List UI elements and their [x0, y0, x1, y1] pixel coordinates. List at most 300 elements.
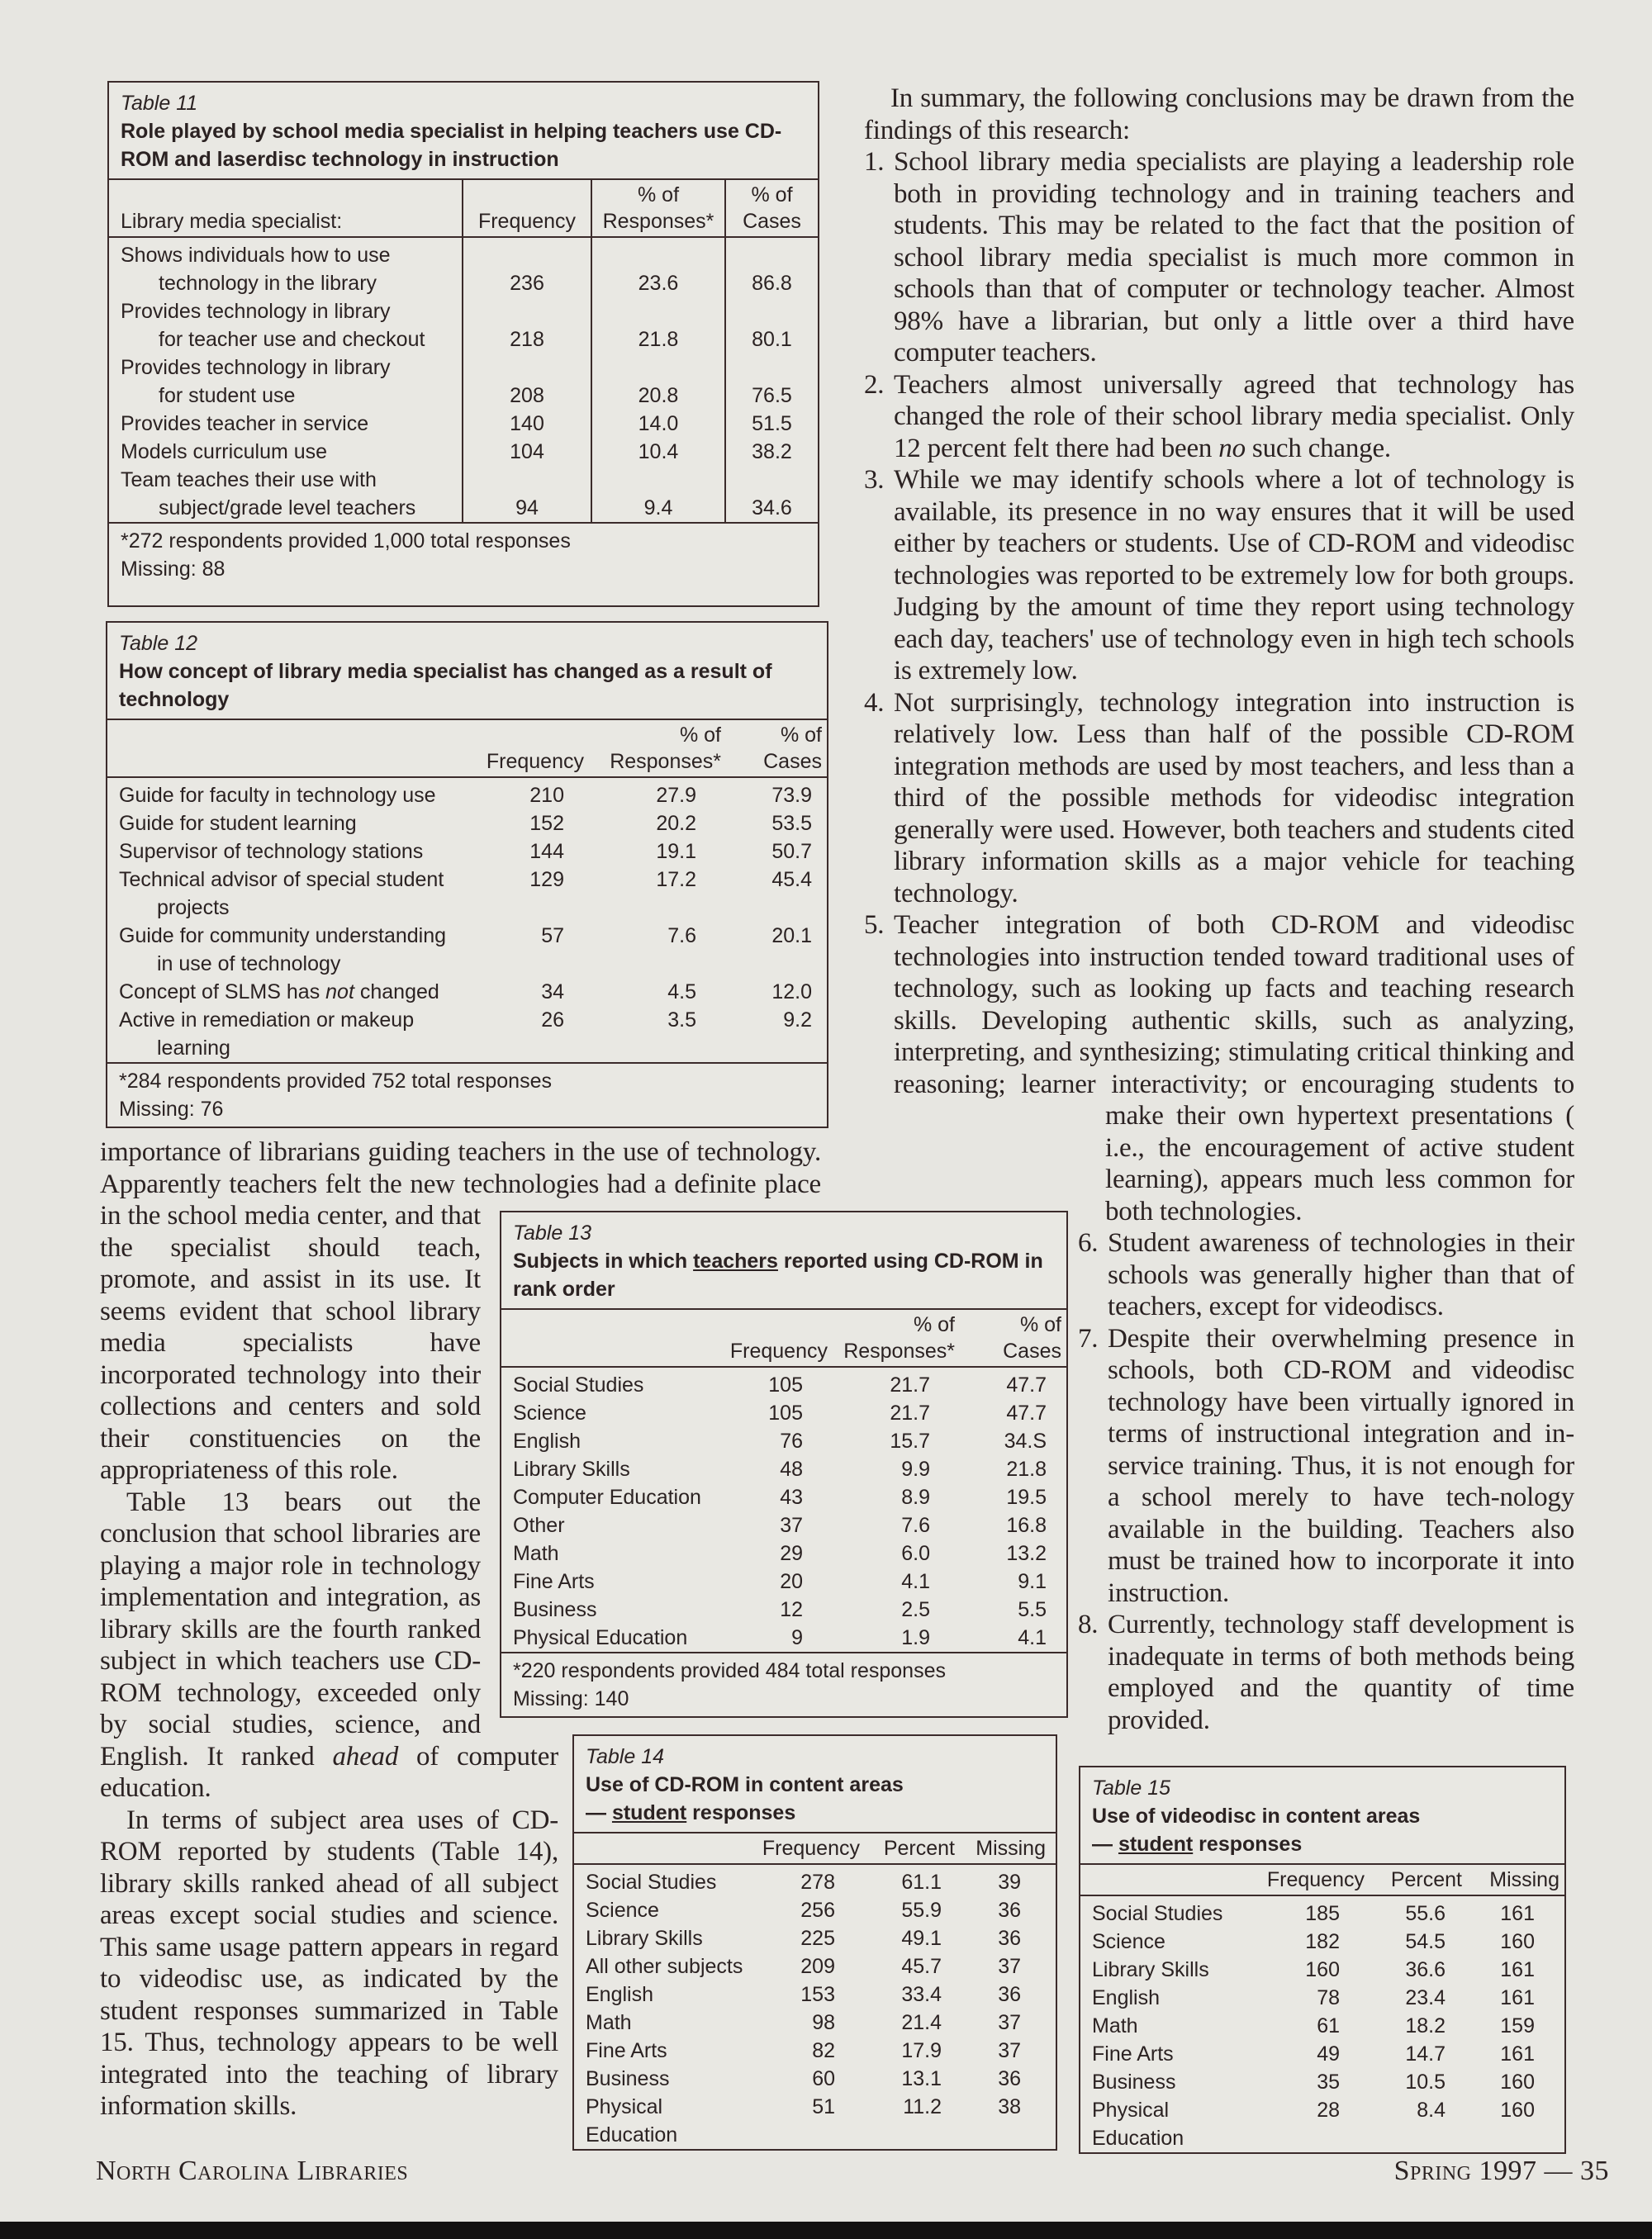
row-label [1080, 2040, 1256, 2068]
row-label-line: for student use [159, 384, 296, 407]
cell-value: 208 [463, 353, 591, 410]
cell-value: 28 [1317, 2099, 1340, 2122]
item-number: 8. [1078, 1610, 1099, 1639]
row-label [107, 837, 483, 866]
cell-value: 98 [812, 2011, 835, 2034]
row-label [109, 438, 463, 466]
conclusion-item [864, 464, 1574, 687]
table-row [1080, 2040, 1564, 2068]
item-text: Despite their overwhelming presence in schools, both CD-ROM and videodisc technology have been virtually ignored in terms of instructional integration and in-service training. Thus, it is not enough for a school merely to have tech-nology available in the building. Teachers also must be trained how to incorporate it into instruction. [1108, 1323, 1574, 1608]
cell-value: 182 [1305, 1930, 1340, 1953]
footnote-line: Missing: 76 [119, 1098, 224, 1121]
row-label [107, 922, 483, 978]
row-label-line: Library Skills [1092, 1958, 1209, 1981]
cell-value: 3.5 [667, 1008, 696, 1032]
row-label [107, 809, 483, 837]
table-row [1080, 1895, 1564, 1928]
cell-value: 185 [1305, 1902, 1340, 1925]
row-label [109, 237, 463, 297]
left-body-text [100, 1136, 821, 2201]
table-row [109, 466, 818, 522]
text: of computer education. [100, 1741, 558, 1803]
cell-value: 159 [1500, 2014, 1535, 2037]
column-header: % of Cases [725, 180, 818, 237]
cell-value: 49.1 [901, 1927, 942, 1950]
row-label-line: Guide for student learning [119, 812, 357, 835]
data-table [107, 720, 827, 1062]
cell-value: 225 [800, 1927, 835, 1950]
table-row [107, 777, 827, 809]
cell-value: 14.7 [1405, 2042, 1446, 2066]
cell-value: 140 [463, 410, 591, 438]
item-number: 3. [864, 465, 885, 495]
conclusion-item [1078, 1609, 1574, 1736]
scan-edge [0, 2222, 1652, 2239]
cell-value: 51.5 [725, 410, 818, 438]
cell-value: 278 [800, 1871, 835, 1894]
cell-value: 17.9 [901, 2039, 942, 2062]
column-header: Missing [1489, 1868, 1559, 1891]
cell-value: 160 [1500, 2099, 1535, 2122]
row-label [1080, 2096, 1256, 2152]
title-text: How concept of library media specialist has changed as a result of technology [119, 660, 772, 711]
item-number: 7. [1078, 1323, 1099, 1354]
table-number: Table 15 [1092, 1776, 1170, 1800]
item-number: 4. [864, 687, 885, 718]
cell-value: 61.1 [901, 1871, 942, 1894]
cell-value: 49 [1317, 2042, 1340, 2066]
underlined-word: teachers [693, 1250, 778, 1273]
cell-value: 78 [1317, 1986, 1340, 2009]
cell-value: 38.2 [725, 438, 818, 466]
cell-value: 210 [529, 784, 564, 807]
row-label-line: projects [157, 896, 230, 919]
cell-value: 76.5 [725, 353, 818, 410]
cell-value: 20.8 [591, 353, 725, 410]
column-header: Missing [976, 1837, 1046, 1860]
cell-value: 29 [780, 1542, 803, 1565]
item-text: such change. [1245, 433, 1391, 463]
row-label-line: Physical Education [586, 2095, 678, 2146]
cell-value: 16.8 [1006, 1514, 1047, 1537]
cell-value: 20 [780, 1570, 803, 1593]
cell-value: 36 [998, 1899, 1021, 1922]
item-text: Currently, technology staff development is inadequate in terms of both methods being employed and the quantity of time provided. [1108, 1610, 1574, 1735]
table-row [1080, 2068, 1564, 2096]
cell-value: 10.4 [591, 438, 725, 466]
text: Table 13 bears out the conclusion that school libraries are playing a major role in technology implementation and integration, as library skills are the fourth ranked subject in which teachers use CD-ROM technology, exceeded only by social studies, science, and English. It ranked [100, 1487, 481, 1772]
cell-value: 38 [998, 2095, 1021, 2118]
row-label-line: Active in remediation or makeup [119, 1008, 415, 1032]
row-label-line: Social Studies [1092, 1902, 1223, 1925]
header-row [109, 180, 818, 237]
cell-value: 9.2 [783, 1008, 812, 1032]
cell-value: 27.9 [656, 784, 696, 807]
cell-value: 9 [791, 1626, 803, 1649]
cell-value: 23.4 [1405, 1986, 1446, 2009]
row-label-line: English [513, 1430, 581, 1453]
footnote-line: *272 respondents provided 1,000 total responses [121, 529, 571, 553]
title-text: Subjects in which [513, 1250, 694, 1273]
column-header: Percent [1390, 1868, 1462, 1891]
table-row [107, 978, 827, 1006]
row-label-line: Fine Arts [1092, 2042, 1174, 2066]
cell-value: 9.9 [901, 1458, 930, 1481]
cell-value: 53.5 [771, 812, 812, 835]
cell-value: 11.2 [903, 2095, 942, 2118]
header-row [1080, 1865, 1564, 1895]
item-text: Not surprisingly, technology integration into instruction is relatively low. Less than half of the possible CD-ROM integration methods are used by most teachers, and less than a third of the possible methods for videodisc integration generally were used. However, both teachers and students cited library information skills as a major vehicle for teaching technology. [894, 687, 1574, 908]
cell-value: 43 [780, 1486, 803, 1509]
cell-value: 94 [463, 466, 591, 522]
title-text: responses [686, 1801, 796, 1824]
row-label [1080, 1895, 1256, 1928]
cell-value: 13.1 [901, 2067, 942, 2090]
cell-value: 36 [998, 2067, 1021, 2090]
table-row [107, 809, 827, 837]
row-label-line: Physical Education [1092, 2099, 1184, 2150]
cell-value: 256 [800, 1899, 835, 1922]
label-text: changed [354, 980, 439, 1003]
cell-value: 21.7 [890, 1402, 930, 1425]
table-row [1080, 1928, 1564, 1956]
row-label [1080, 1984, 1256, 2012]
cell-value: 82 [812, 2039, 835, 2062]
table-15 [1079, 1766, 1566, 2154]
column-header: % of Responses* [610, 723, 721, 773]
title-text: responses [1193, 1833, 1303, 1856]
cell-value: 13.2 [1006, 1542, 1047, 1565]
cell-value: 47.7 [1006, 1373, 1047, 1397]
row-label-line: Fine Arts [513, 1570, 595, 1593]
cell-value: 8.9 [901, 1486, 930, 1509]
cell-value: 61 [1317, 2014, 1340, 2037]
cell-value: 12 [780, 1598, 803, 1621]
item-number: 2. [864, 369, 885, 400]
row-label-line: Physical Education [513, 1626, 688, 1649]
cell-value: 15.7 [890, 1430, 930, 1453]
cell-value: 47.7 [1006, 1402, 1047, 1425]
column-header: Frequency [729, 1340, 828, 1363]
cell-value: 35 [1317, 2071, 1340, 2094]
row-label-line: learning [157, 1036, 230, 1060]
cell-value: 161 [1500, 1986, 1535, 2009]
row-label-line: Social Studies [513, 1373, 644, 1397]
row-label-line: Guide for faculty in technology use [119, 784, 436, 807]
conclusion-item [1078, 1323, 1574, 1610]
cell-value: 37 [780, 1514, 803, 1537]
cell-value: 21.8 [591, 297, 725, 353]
table-row [109, 353, 818, 410]
cell-value: 18.2 [1405, 2014, 1446, 2037]
cell-value: 218 [463, 297, 591, 353]
column-header: Frequency [486, 750, 584, 773]
cell-value: 19.1 [656, 840, 696, 863]
table-row [109, 410, 818, 438]
cell-value: 10.5 [1405, 2071, 1446, 2094]
row-label-line: Business [513, 1598, 597, 1621]
table-row [107, 1006, 827, 1062]
table-row [109, 237, 818, 297]
row-label [109, 353, 463, 410]
row-label-line: Technical advisor of special student [119, 868, 444, 891]
row-label-line: Guide for community understanding [119, 924, 447, 947]
emphasis: ahead [332, 1741, 399, 1772]
row-label-line [119, 978, 483, 1006]
title-text: Use of videodisc in content areas — [1092, 1805, 1421, 1856]
emphasis: no [1218, 433, 1246, 463]
cell-value: 20.1 [771, 924, 812, 947]
cell-value: 104 [463, 438, 591, 466]
cell-value: 105 [768, 1402, 803, 1425]
cell-value: 7.6 [667, 924, 696, 947]
cell-value: 12.0 [771, 980, 812, 1003]
cell-value: 23.6 [591, 237, 725, 297]
cell-value: 57 [541, 924, 564, 947]
table-title [1092, 1802, 1553, 1858]
cell-value: 55.6 [1405, 1902, 1446, 1925]
column-header: Frequency [762, 1837, 860, 1860]
cell-value: 153 [800, 1983, 835, 2006]
underlined-word: student [1118, 1833, 1194, 1856]
table-number: Table 11 [121, 92, 198, 115]
row-label [107, 1006, 483, 1062]
data-table [1080, 1865, 1564, 2152]
cell-value: 86.8 [725, 237, 818, 297]
row-label-line: Supervisor of technology stations [119, 840, 424, 863]
row-label-line: Fine Arts [586, 2039, 667, 2062]
conclusion-item [864, 909, 1574, 1227]
table-row [109, 438, 818, 466]
cell-value: 236 [463, 237, 591, 297]
table-12 [106, 621, 828, 1128]
item-number: 5. [864, 910, 885, 940]
table-number: Table 12 [119, 632, 197, 655]
table-number: Table 13 [513, 1221, 591, 1245]
row-label-line: Science [513, 1402, 586, 1425]
cell-value: 20.2 [656, 812, 696, 835]
row-label-line: Other [513, 1514, 565, 1537]
row-label-line: Provides technology in library [121, 356, 391, 379]
cell-value: 39 [998, 1871, 1021, 1894]
column-header: Percent [883, 1837, 955, 1860]
table-title [119, 657, 815, 714]
column-header: % of Responses* [591, 180, 725, 237]
column-header [107, 720, 483, 777]
column-header [1080, 1865, 1256, 1895]
conclusion-item [864, 369, 1574, 465]
cell-value: 36 [998, 1983, 1021, 2006]
table-row [1080, 2012, 1564, 2040]
item-text: Student awareness of technologies in their schools was generally higher than that of teachers, except for videodiscs. [1108, 1228, 1574, 1321]
row-label-line: English [1092, 1986, 1160, 2009]
row-label [1080, 1956, 1256, 1984]
footnote-line: *220 respondents provided 484 total responses [513, 1659, 946, 1682]
cell-value: 36 [998, 1927, 1021, 1950]
table-footnote [109, 522, 818, 586]
data-table [109, 180, 818, 522]
cell-value: 36.6 [1405, 1958, 1446, 1981]
cell-value: 160 [1500, 2071, 1535, 2094]
item-number: 1. [864, 147, 885, 177]
row-label-line: Computer Education [513, 1486, 701, 1509]
column-header: % of Cases [763, 723, 822, 773]
row-label-line: Math [513, 1542, 559, 1565]
row-label-line: Social Studies [586, 1871, 717, 1894]
cell-value: 54.5 [1405, 1930, 1446, 1953]
table-footnote [107, 1062, 827, 1127]
label-text: Concept of SLMS has [119, 980, 326, 1003]
cell-value: 209 [800, 1955, 835, 1978]
table-number: Table 14 [586, 1745, 664, 1768]
table-row [1080, 1956, 1564, 1984]
cell-value: 4.1 [901, 1570, 930, 1593]
table-row [109, 297, 818, 353]
title-text: Use of CD-ROM in content areas — [586, 1773, 904, 1824]
cell-value: 105 [768, 1373, 803, 1397]
row-label-line: Math [1092, 2014, 1138, 2037]
row-label-line: Library Skills [513, 1458, 630, 1481]
row-label-line: Math [586, 2011, 632, 2034]
paragraph: In terms of subject area uses of CD-ROM reported by students (Table 14), library skills ranked ahead of all subject areas except social studies and science. This same usage pattern appears in regard to videodisc use, as indicated by the student responses summarized in Table 15. Thus, technology appears to be well integrated into the teaching of library information skills. [100, 1805, 558, 2121]
row-label [109, 466, 463, 522]
conclusion-item [864, 687, 1574, 910]
cell-value: 37 [998, 2011, 1021, 2034]
column-header: % of Responses* [843, 1313, 955, 1363]
cell-value: 21.7 [890, 1373, 930, 1397]
emphasis: not [325, 980, 354, 1003]
cell-value: 161 [1500, 2042, 1535, 2066]
table-row [107, 922, 827, 978]
cell-value: 34.S [1004, 1430, 1047, 1453]
item-text: Teachers almost universally agreed that technology has changed the role of their school library media specialist. Only 12 percent felt there had been [894, 369, 1574, 463]
cell-value: 60 [812, 2067, 835, 2090]
row-label [1080, 2012, 1256, 2040]
cell-value: 7.6 [901, 1514, 930, 1537]
footnote-line: *284 respondents provided 752 total responses [119, 1070, 552, 1093]
row-label [1080, 2068, 1256, 2096]
paragraph: importance of librarians guiding teachers in the use of technology. Apparently teachers felt the new technologies had a definite place in the school media center, and that the specialist should teach, promote, and assist in its use. It seems evident that school library media specialists have incorporated technology into their collections and centers and sold their constituencies on the appropriateness of this role. [100, 1137, 821, 1485]
conclusions-text [864, 83, 1574, 1776]
item-text: School library media specialists are playing a leadership role both in providing technology and in training teachers and students. This may be related to the fact that the position of school library media specialist is much more common in schools than that of computer or technology teacher. Almost 98% have a librarian, but only a little over a third have computer teachers. [894, 147, 1574, 368]
cell-value: 161 [1500, 1902, 1535, 1925]
cell-value: 4.5 [667, 980, 696, 1003]
cell-value: 17.2 [656, 868, 696, 891]
row-label [107, 777, 483, 809]
row-label-line: Provides teacher in service [121, 412, 369, 435]
row-label-line: Provides technology in library [121, 300, 391, 323]
cell-value: 76 [780, 1430, 803, 1453]
cell-value: 6.0 [901, 1542, 930, 1565]
column-header: Library media specialist: [121, 210, 343, 233]
cell-value: 129 [529, 868, 564, 891]
row-label [107, 978, 483, 1006]
row-label-line: for teacher use and checkout [159, 328, 425, 351]
row-label-line: Science [586, 1899, 659, 1922]
footnote-line: Missing: 140 [513, 1687, 629, 1710]
item-text: While we may identify schools where a lot of technology is available, its presence in no way ensures that it will be used either by teachers or students. Use of CD-ROM and videodisc technologies was reported to be extremely low for both groups. Judging by the amount of time they report using technology each day, teachers' use of technology even in high tech schools is extremely low. [894, 465, 1574, 685]
cell-value: 5.5 [1018, 1598, 1047, 1621]
row-label-line: Business [1092, 2071, 1176, 2094]
cell-value: 26 [541, 1008, 564, 1032]
cell-value: 152 [529, 812, 564, 835]
cell-value: 80.1 [725, 297, 818, 353]
cell-value: 34.6 [725, 466, 818, 522]
cell-value: 37 [998, 1955, 1021, 1978]
cell-value: 2.5 [901, 1598, 930, 1621]
table-title [121, 117, 806, 173]
cell-value: 160 [1305, 1958, 1340, 1981]
row-label-line: Shows individuals how to use [121, 244, 391, 267]
table-row [1080, 2096, 1564, 2152]
cell-value: 160 [1500, 1930, 1535, 1953]
table-row [107, 837, 827, 866]
table-caption [107, 623, 827, 720]
cell-value: 51 [812, 2095, 835, 2118]
row-label-line: Team teaches their use with [121, 468, 377, 491]
cell-value: 48 [780, 1458, 803, 1481]
row-label-line: All other subjects [586, 1955, 743, 1978]
column-header: Frequency [1266, 1868, 1365, 1891]
row-label-line: English [586, 1983, 653, 2006]
table-row [107, 866, 827, 922]
row-label-line: Business [586, 2067, 670, 2090]
column-header: % of Cases [1003, 1313, 1061, 1363]
header-row [107, 720, 827, 777]
row-label [109, 410, 463, 438]
underlined-word: student [611, 1801, 687, 1824]
cell-value: 34 [541, 980, 564, 1003]
cell-value: 1.9 [901, 1626, 930, 1649]
cell-value: 161 [1500, 1958, 1535, 1981]
title-text: Role played by school media specialist in helping teachers use CD-ROM and laserdisc technology in instruction [121, 120, 782, 171]
cell-value: 9.1 [1018, 1570, 1047, 1593]
conclusion-item [1078, 1227, 1574, 1323]
table-caption [109, 83, 818, 180]
summary-intro: In summary, the following conclusions may be drawn from the findings of this research: [864, 83, 1574, 145]
cell-value: 45.7 [901, 1955, 942, 1978]
cell-value: 50.7 [771, 840, 812, 863]
publication-name: North Carolina Libraries [96, 2156, 409, 2186]
cell-value: 21.4 [901, 2011, 942, 2034]
title-text: reported using CD-ROM in rank order [513, 1250, 1043, 1301]
cell-value: 73.9 [771, 784, 812, 807]
row-label [109, 297, 463, 353]
row-label-line: in use of technology [157, 952, 341, 975]
conclusion-item [864, 146, 1574, 369]
footnote-line: Missing: 88 [121, 557, 225, 581]
row-label-line: Science [1092, 1930, 1165, 1953]
cell-value: 21.8 [1006, 1458, 1047, 1481]
row-label-line: Library Skills [586, 1927, 703, 1950]
cell-value: 4.1 [1018, 1626, 1047, 1649]
cell-value: 144 [529, 840, 564, 863]
table-caption [1080, 1767, 1564, 1865]
cell-value: 9.4 [591, 466, 725, 522]
cell-value: 19.5 [1006, 1486, 1047, 1509]
table-11 [107, 81, 819, 607]
cell-value: 8.4 [1417, 2099, 1446, 2122]
issue-and-page-number: Spring 1997 — 35 [1393, 2156, 1609, 2186]
cell-value: 55.9 [901, 1899, 942, 1922]
item-number: 6. [1078, 1228, 1099, 1258]
row-label [1080, 1928, 1256, 1956]
cell-value: 33.4 [901, 1983, 942, 2006]
row-label-line: technology in the library [159, 272, 377, 295]
row-label-line: Models curriculum use [121, 440, 328, 463]
row-label-line: subject/grade level teachers [159, 496, 416, 519]
item-text: Teacher integration of both CD-ROM and videodisc technologies into instruction tended toward traditional uses of technology, such as looking up facts and teaching research skills. Developing authentic skills, such as analyzing, interpreting, and synthesizing; stimulating critical thinking and reasoning; learner interactivity; or encouraging students to make their own hypertext presentations ( i.e., the encouragement of active student learning), appears much less common for both technologies. [894, 910, 1574, 1226]
